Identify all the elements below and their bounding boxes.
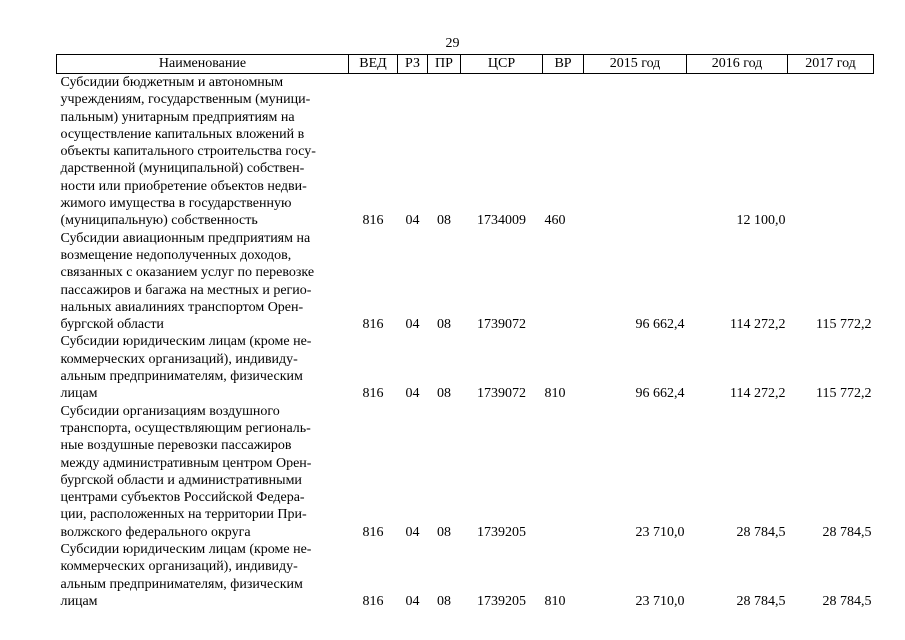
row-vr — [543, 230, 584, 334]
row-rz: 04 — [405, 386, 420, 402]
row-csr: 1739072 — [477, 386, 526, 402]
row-name: Субсидии авиационным предприятиям на возмещение недополученных доходов, связанных с оказанием услуг по перевозке пассажиров и багажа на местных и регио- нальных авиалиниях транспортом Орен- бургской области — [60, 230, 315, 333]
row-2017: 115 772,2 — [816, 386, 872, 402]
row-vr: 460 — [544, 213, 566, 229]
row-ved: 816 — [362, 317, 384, 333]
header-rz: РЗ — [398, 55, 428, 74]
row-2015: 23 710,0 — [635, 524, 685, 540]
row-pr: 08 — [437, 386, 451, 402]
budget-table — [56, 54, 874, 610]
row-csr: 1739205 — [477, 593, 526, 609]
row-2015: 23 710,0 — [635, 593, 685, 609]
header-2016: 2016 год — [687, 55, 788, 74]
row-csr: 1739072 — [477, 317, 526, 333]
row-pr: 08 — [437, 317, 451, 333]
header-csr: ЦСР — [461, 55, 543, 74]
row-csr: 1734009 — [477, 213, 526, 229]
row-2016: 12 100,0 — [736, 213, 786, 229]
table-header-row — [57, 55, 874, 74]
row-vr: 810 — [544, 386, 566, 402]
row-vr — [543, 403, 584, 541]
table-row — [57, 230, 874, 334]
row-ved: 816 — [362, 386, 384, 402]
row-2017: 115 772,2 — [816, 317, 872, 333]
header-vr: ВР — [543, 55, 584, 74]
row-2016: 28 784,5 — [736, 524, 786, 540]
row-rz: 04 — [405, 213, 420, 229]
row-name: Субсидии юридическим лицам (кроме не- коммерческих организаций), индивиду- альным предпринимателям, физическим лицам — [60, 542, 312, 609]
table-row — [57, 74, 874, 230]
row-rz: 04 — [405, 593, 420, 609]
row-2015: 96 662,4 — [635, 386, 685, 402]
header-ved: ВЕД — [349, 55, 398, 74]
row-ved: 816 — [362, 524, 384, 540]
row-csr: 1739205 — [477, 524, 526, 540]
row-ved: 816 — [362, 593, 384, 609]
header-2017: 2017 год — [788, 55, 874, 74]
row-2017 — [788, 74, 874, 230]
table-row — [57, 541, 874, 610]
header-name: Наименование — [57, 55, 349, 74]
header-pr: ПР — [428, 55, 461, 74]
row-name: Субсидии юридическим лицам (кроме не- коммерческих организаций), индивиду- альным предпринимателям, физическим лицам — [60, 334, 312, 402]
row-2015 — [584, 74, 687, 230]
row-ved: 816 — [362, 213, 384, 229]
page-number: 29 — [445, 36, 460, 51]
row-rz: 04 — [405, 524, 420, 540]
row-pr: 08 — [437, 213, 451, 229]
table-row — [57, 333, 874, 402]
row-vr: 810 — [544, 593, 566, 609]
row-2016: 114 272,2 — [730, 386, 786, 402]
row-2016: 28 784,5 — [736, 593, 786, 609]
row-name: Субсидии организациям воздушного транспорта, осуществляющим региональ- ные воздушные перевозки пассажиров между административным центром Орен- бургской области и административными центрами субъектов Российской Федера- ции, расположенных на территории При- волжского федерального округа — [60, 403, 312, 540]
row-name: Субсидии бюджетным и автономным учреждениям, государственным (муници- пальным) унитарным предприятиям на осуществление капитальных вложений в объекты капитального строительства госу- дарственной (муниципальной) собствен- ности или приобретение объектов недви- жимого имущества в государственную (муниципальную) собственность — [60, 75, 316, 229]
row-2017: 28 784,5 — [822, 593, 872, 609]
row-2017: 28 784,5 — [822, 524, 872, 540]
row-pr: 08 — [437, 524, 451, 540]
table-row — [57, 403, 874, 541]
row-2015: 96 662,4 — [635, 317, 685, 333]
row-2016: 114 272,2 — [730, 317, 786, 333]
row-rz: 04 — [405, 317, 420, 333]
row-pr: 08 — [437, 593, 451, 609]
header-2015: 2015 год — [584, 55, 687, 74]
